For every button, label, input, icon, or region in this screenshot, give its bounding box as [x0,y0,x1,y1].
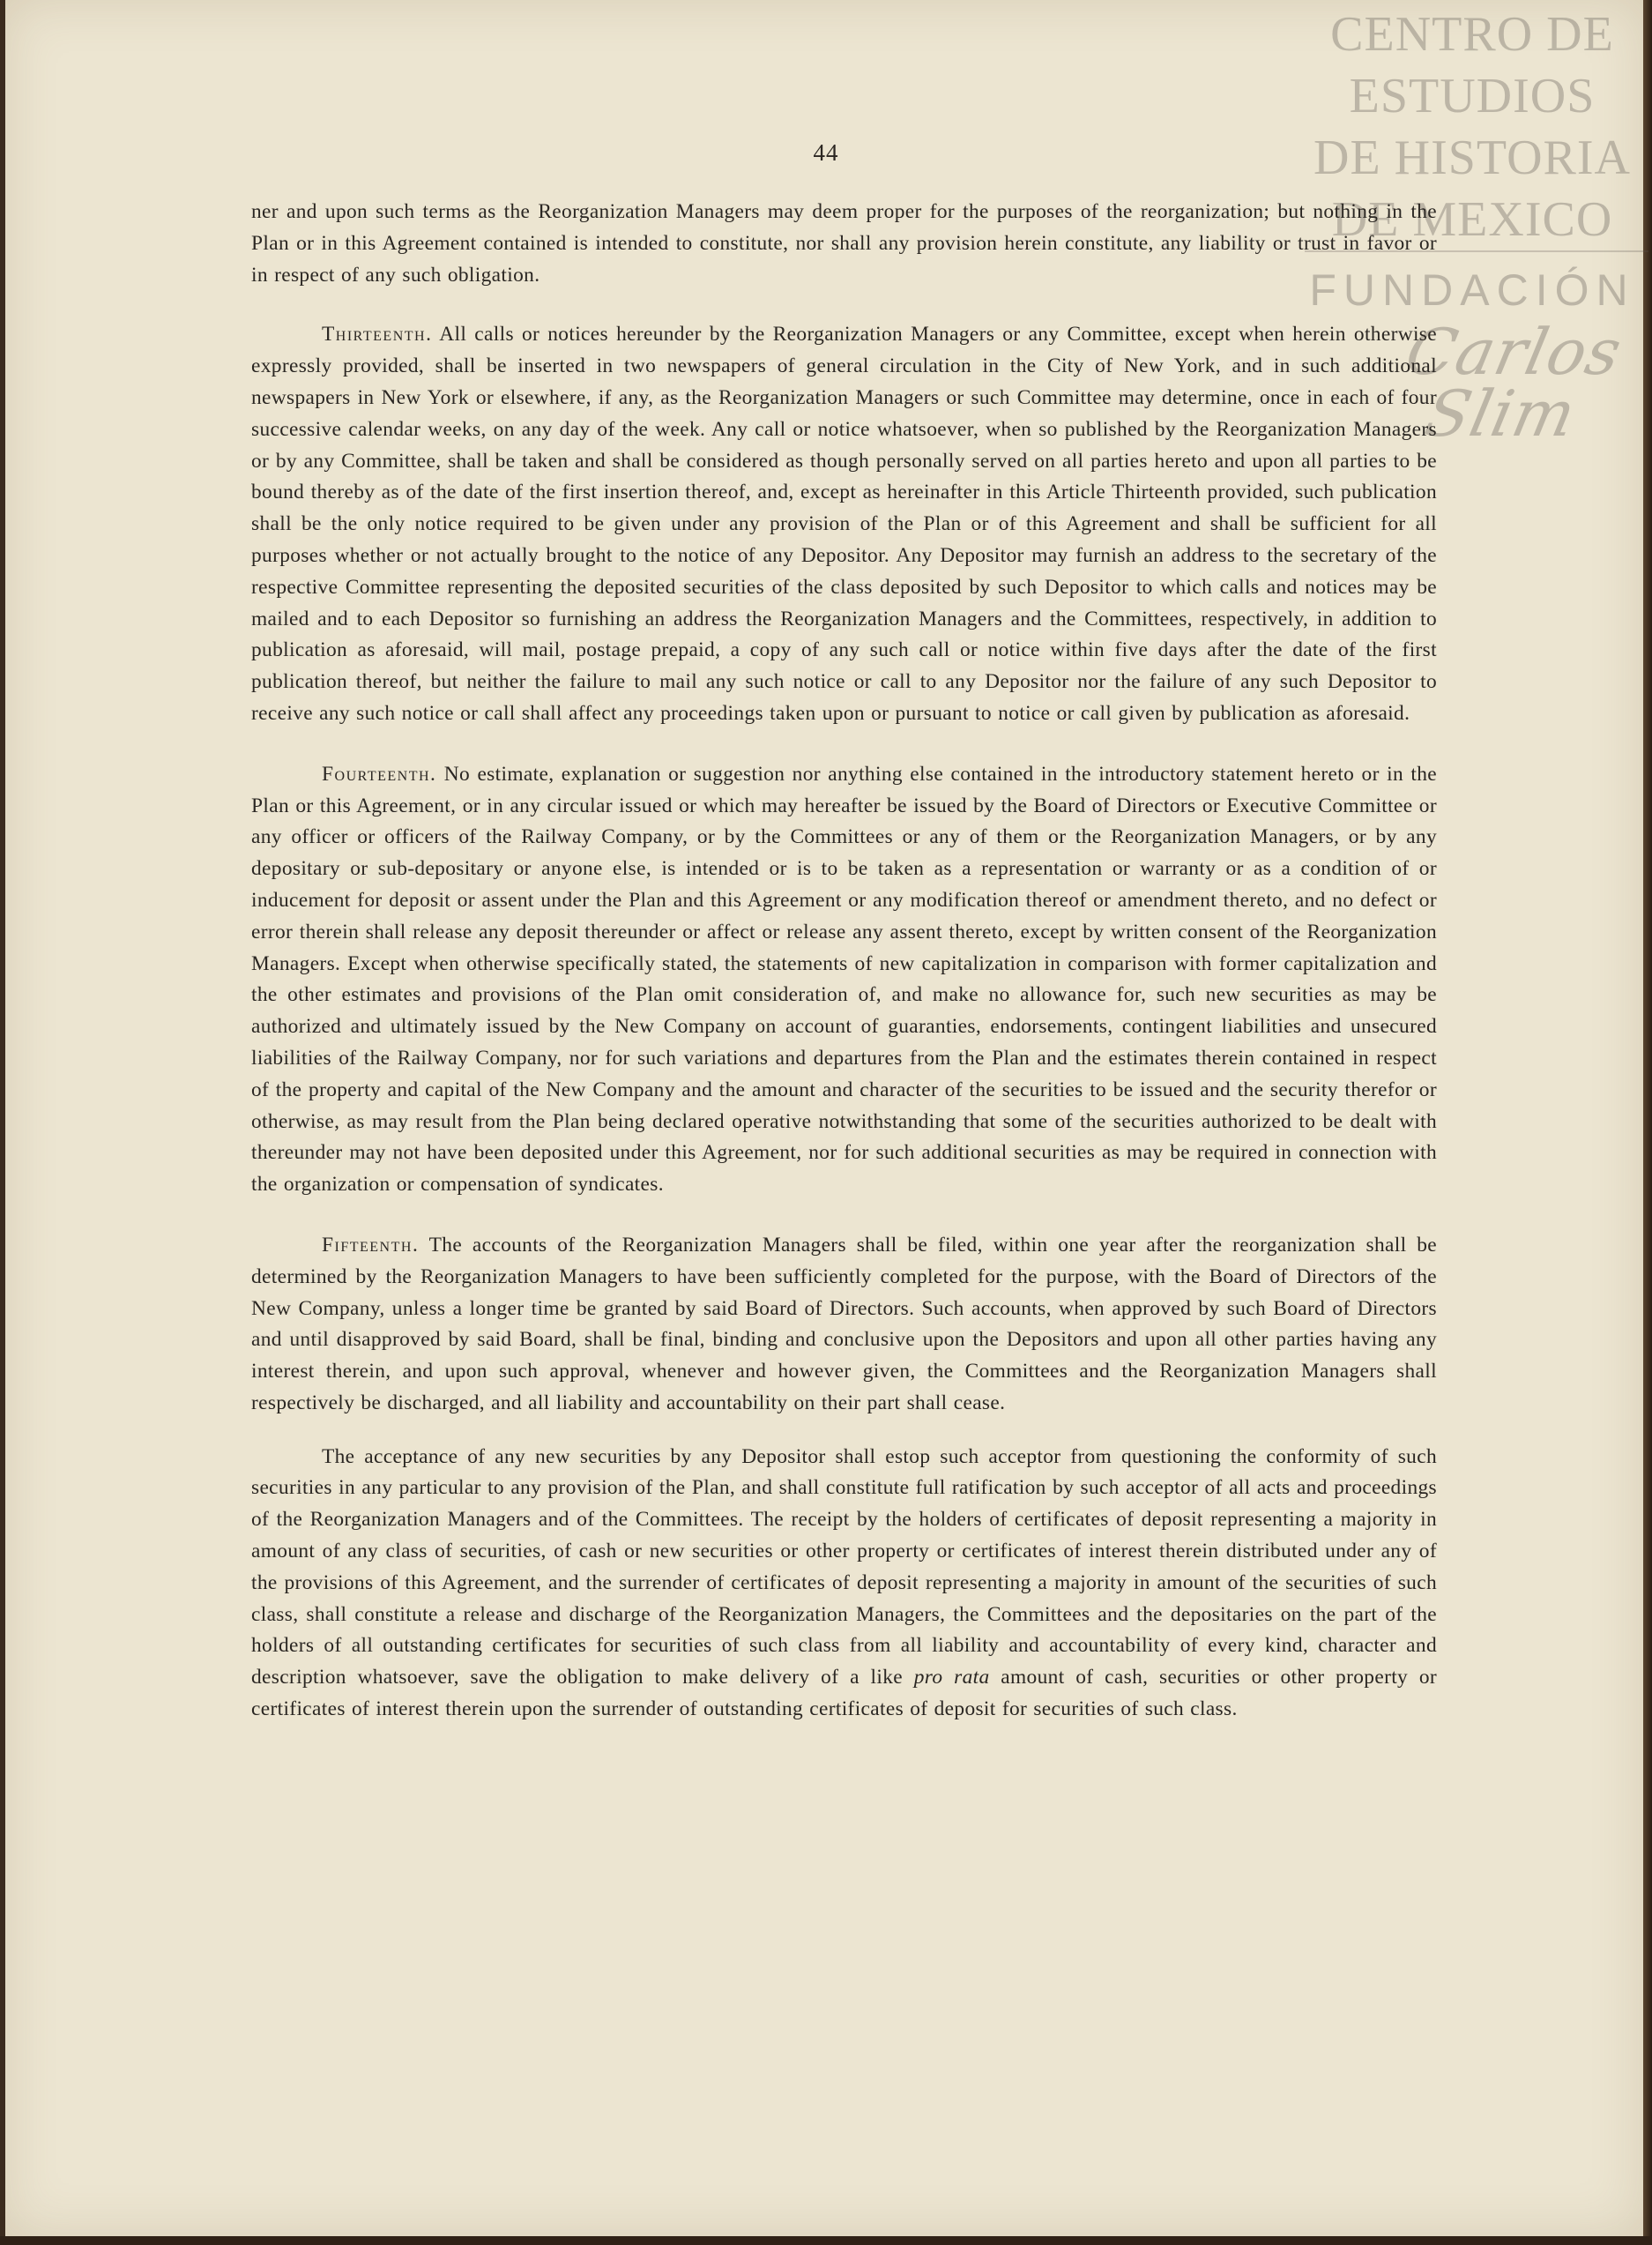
article-fourteenth [251,759,1437,1201]
watermark-signature: Carlos Slim [1399,315,1629,451]
article-fifteenth [251,1230,1437,1420]
article-thirteenth [251,319,1437,729]
page-number: 44 [813,139,839,166]
watermark-line: CENTRO DE [1330,7,1614,62]
paragraph-acceptance [251,1442,1437,1726]
latin-term: pro rata [913,1666,990,1689]
article-heading: Thirteenth. [322,323,433,347]
page-edge-right [1643,0,1652,2245]
watermark-line: DE MEXICO [1331,192,1613,247]
watermark-line: DE HISTORIA [1313,131,1631,185]
article-heading: Fifteenth. [322,1233,420,1257]
document-body [251,197,1437,1726]
paragraph-text: amount of cash, securities or other property or certificates of interest therein upon the surrender of outstanding certificates of deposit for securities of such class. [251,1666,1438,1721]
watermark-line: ESTUDIOS [1349,69,1596,123]
paragraph-text: No estimate, explanation or suggestion nor anything else contained in the introductory statement hereto or in the Plan or this Agreement, or in any circular issued or which may hereafter be issued by the Board of Directors or Executive Committee or any officer or officers of the Railway Company, or by the Committees or any of them or the Reorganization Managers, or by any depositary or sub-depositary or anyone else, is intended or is to be taken as a representation or warranty or as a condition of or inducement for deposit or assent under the Plan and this Agreement or any modification thereof or amendment thereto, and no defect or error therein shall release any deposit thereunder or affect or release any assent thereto, except by written consent of the Reorganization Managers. Except when otherwise specifically stated, the statements of new capitalization in comparison with former capitalization and the other estimates and provisions of the Plan omit consideration of, and make no allowance for, such new securities as may be authorized and ultimately issued by the New Company on account of guaranties, endorsements, contingent liabilities and unsecured liabilities of the Railway Company, nor for such variations and departures from the Plan and the estimates therein contained in respect of the property and capital of the New Company and the amount and character of the securities to be issued and the security therefor or otherwise, as may result from the Plan being declared operative notwithstanding that some of the securities authorized to be dealt with thereunder may not have been deposited under this Agreement, nor for such additional securities as may be required in connection with the organization or compensation of syndicates. [251,762,1437,1197]
paragraph-text: The acceptance of any new securities by any Depositor shall estop such acceptor from questioning the conformity of such securities in any particular to any provision of the Plan, and shall constitute full ratification by such acceptor of all acts and proceedings of the Reorganization Managers and of the Committees. The receipt by the holders of certificates of deposit representing a majority in amount of any class of securities, of cash or new securities or other property or certificates of interest therein distributed under any of the provisions of this Agreement, and the surrender of certificates of deposit representing a majority in amount of the securities of such class, shall constitute a release and discharge of the Reorganization Managers, the Committees and the depositaries on the part of the holders of all outstanding certificates for securities of such class from all liability and accountability of every kind, character and description whatsoever, save the obligation to make delivery of a like [251,1444,1437,1689]
paragraph-continuation [251,197,1437,291]
paragraph-text: All calls or notices hereunder by the Reorganization Managers or any Committee, except when herein otherwise expressly provided, shall be inserted in two newspapers of general circulation in the City of New York, and in such additional newspapers in New York or elsewhere, if any, as the Reorganization Managers or such Committee may determine, once in each of four successive calendar weeks, on any day of the week. Any call or notice whatsoever, when so published by the Reorganization Managers or by any Committee, shall be taken and shall be considered as though personally served on all parties hereto and upon all parties to be bound thereby as of the date of the first insertion thereof, and, except as hereinafter in this Article Thirteenth provided, such publication shall be the only notice required to be given under any provision of the Plan or of this Agreement and shall be sufficient for all purposes whether or not actually brought to the notice of any Depositor. Any Depositor may furnish an address to the secretary of the respective Committee representing the deposited securities of the class deposited by such Depositor to which calls and notices may be mailed and to each Depositor so furnishing an address the Reorganization Managers and the Committees, respectively, in addition to publication as aforesaid, will mail, postage prepaid, a copy of any such call or notice within five days after the date of the first publication thereof, but neither the failure to mail any such notice or call to any Depositor nor the failure of any such Depositor to receive any such notice or call shall affect any proceedings taken upon or pursuant to notice or call given by publication as aforesaid. [251,323,1437,725]
watermark-foundation: FUNDACIÓN [1309,265,1635,315]
page-edge-bottom [0,2236,1652,2245]
paragraph-text: ner and upon such terms as the Reorganization Managers may deem proper for the purposes of the reorganization; but nothing in the Plan or in this Agreement contained is intended to constitute, nor shall any provision herein constitute, any liability or trust in favor or in respect of any such obligation. [251,200,1437,287]
paragraph-text: The accounts of the Reorganization Managers shall be filed, within one year after the reorganization shall be determined by the Reorganization Managers to have been sufficiently completed for the purpose, with the Board of Directors of the New Company, unless a longer time be granted by said Board of Directors. Such accounts, when approved by such Board of Directors and until disapproved by said Board, shall be final, binding and conclusive upon the Depositors and upon all other parties having any interest therein, and upon such approval, whenever and however given, the Committees and the Reorganization Managers shall respectively be discharged, and all liability and accountability on their part shall cease. [251,1233,1437,1414]
article-heading: Fourteenth. [322,762,437,786]
